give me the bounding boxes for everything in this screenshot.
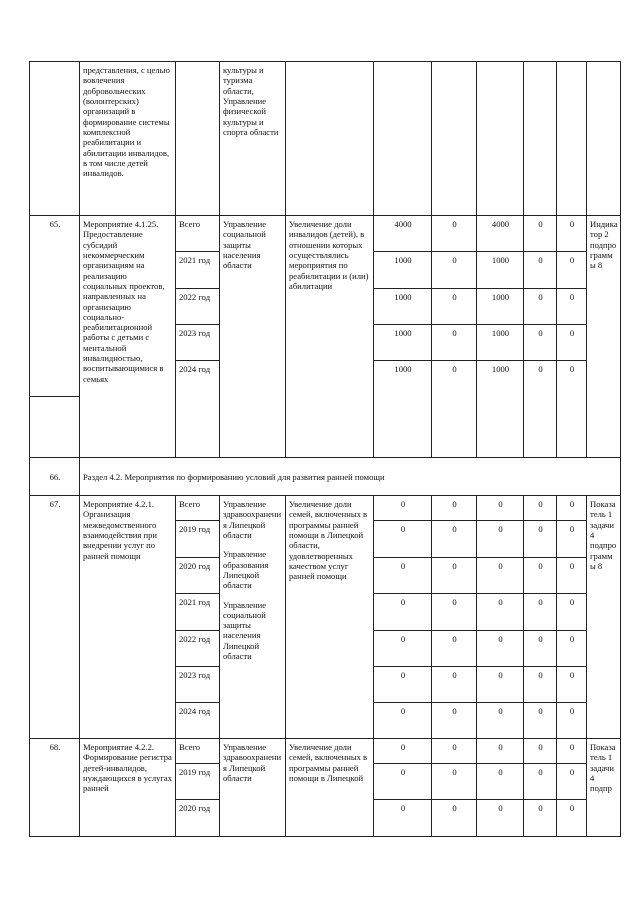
value-cell: 0 [432,521,477,558]
value-cell: 0 [557,325,587,361]
result-cell: Увеличение доли семей, включенных в программы ранней помощи в Липецкой области, удовлетворенных качеством услуг ранней помощи [286,496,374,739]
row-number: 68. [30,739,80,837]
value-cell: 0 [524,252,557,289]
value-cell: 0 [477,739,524,764]
value-cell: 0 [557,667,587,703]
value-cell: 0 [432,800,477,837]
year-cell: 2021 год [176,252,220,289]
indicator-cell: Показатель 1 задачи 4 подпрограммы 8 [587,496,621,739]
year-cell: 2024 год [176,703,220,739]
result-cell: Увеличение доли семей, включенных в программы ранней помощи в Липецкой [286,739,374,837]
value-cell: 1000 [374,325,432,361]
value-cell: 0 [477,703,524,739]
value-cell: 0 [432,764,477,800]
value-cell: 0 [557,216,587,252]
value-cell: 0 [557,289,587,325]
value-cell: 0 [477,594,524,631]
value-cell: 0 [524,496,557,521]
value-cell: 0 [432,594,477,631]
indicator-cell: Показатель 1 задачи 4 подпр [587,739,621,837]
value-cell: 1000 [374,361,432,458]
value-cell: 0 [524,594,557,631]
value-cell: 0 [557,558,587,594]
value-cell: 1000 [477,361,524,458]
value-cell: 0 [557,800,587,837]
row-number: 67. [30,496,80,739]
value-cell: 0 [557,496,587,521]
value-cell: 0 [524,739,557,764]
value-cell: 0 [432,496,477,521]
value-cell: 0 [374,558,432,594]
value-cell: 4000 [477,216,524,252]
section-title: Раздел 4.2. Мероприятия по формированию условий для развития ранней помощи [80,458,621,496]
table-row [30,216,621,252]
value-cell: 0 [524,325,557,361]
row-number: 65. [30,216,80,397]
executor-social: Управление социальной защиты населения Липецкой области [223,599,267,662]
year-cell: 2020 год [176,558,220,594]
year-cell: 2021 год [176,594,220,631]
value-cell: 0 [524,703,557,739]
value-cell: 0 [557,252,587,289]
value-cell: 0 [524,558,557,594]
measure-name-cell: Мероприятие 4.2.2. Формирование регистра детей-инвалидов, нуждающихся в услугах ранней [80,739,176,837]
result-cell: Увеличение доли инвалидов (детей), в отношении которых осуществлялись мероприятия по реабилитации и (или) абилитации [286,216,374,458]
value-cell: 0 [557,521,587,558]
executor-cell [220,496,286,739]
value-cell: 0 [374,667,432,703]
value-cell: 0 [432,325,477,361]
value-cell: 0 [524,216,557,252]
year-cell: 2022 год [176,631,220,667]
executor-health: Управление здравоохранения Липецкой области [223,499,282,540]
year-cell: 2024 год [176,361,220,458]
year-cell: Всего [176,739,220,764]
value-cell: 0 [557,361,587,458]
value-cell: 0 [477,667,524,703]
measure-name-cell: представления, с целью вовлечения добровольческих (волонтерских) организаций в формирование системы комплексной реабилитации и абилитации инвалидов, в том числе детей инвалидов. [80,62,176,216]
value-cell: 0 [524,667,557,703]
value-cell: 0 [374,594,432,631]
value-cell: 0 [374,739,432,764]
value-cell: 0 [524,764,557,800]
value-cell: 0 [432,667,477,703]
measure-name-cell: Мероприятие 4.2.1. Организация межведомственного взаимодействия при внедрении услуг по ранней помощи [80,496,176,739]
table-row [30,62,621,216]
value-cell: 0 [374,800,432,837]
section-row [30,458,621,496]
value-cell: 0 [477,764,524,800]
value-cell: 0 [477,496,524,521]
year-cell: 2022 год [176,289,220,325]
value-cell: 1000 [374,289,432,325]
executor-cell: Управление здравоохранения Липецкой области [220,739,286,837]
table-row [30,496,621,521]
value-cell: 0 [557,764,587,800]
value-cell: 0 [432,289,477,325]
executor-cell: культуры и туризма области, Управление физической культуры и спорта области [220,62,286,216]
value-cell: 0 [557,739,587,764]
measures-table [29,61,621,837]
value-cell: 0 [477,800,524,837]
value-cell: 0 [374,764,432,800]
value-cell: 1000 [477,252,524,289]
indicator-cell: Индикатор 2 подпрограммы 8 [587,216,621,458]
executor-cell: Управление социальной защиты населения области [220,216,286,458]
year-cell: 2023 год [176,325,220,361]
value-cell: 0 [374,521,432,558]
value-cell: 0 [477,521,524,558]
value-cell: 1000 [477,289,524,325]
year-cell: 2020 год [176,800,220,837]
value-cell: 1000 [374,252,432,289]
measure-name-cell: Мероприятие 4.1.25. Предоставление субсидий некоммерческим организациям на реализацию социальных проектов, направленных на организацию социально-реабилитационной работы с детьми с ментальной инвалидностью, воспитывающимися в семьях [80,216,176,458]
value-cell: 0 [557,631,587,667]
value-cell: 0 [557,594,587,631]
value-cell: 0 [432,252,477,289]
value-cell: 0 [432,558,477,594]
executor-education: Управление образования Липецкой области [223,549,269,591]
year-cell: 2019 год [176,764,220,800]
value-cell: 0 [432,703,477,739]
value-cell: 0 [557,703,587,739]
value-cell: 0 [524,800,557,837]
table-row [30,739,621,764]
value-cell: 4000 [374,216,432,252]
value-cell: 0 [432,739,477,764]
year-cell: Всего [176,496,220,521]
value-cell: 0 [374,631,432,667]
value-cell: 0 [477,558,524,594]
value-cell: 0 [477,631,524,667]
value-cell: 0 [524,631,557,667]
value-cell: 0 [432,216,477,252]
value-cell: 0 [524,521,557,558]
year-cell: 2023 год [176,667,220,703]
value-cell: 0 [432,631,477,667]
value-cell: 0 [524,361,557,458]
value-cell: 0 [524,289,557,325]
year-cell: 2019 год [176,521,220,558]
value-cell: 1000 [477,325,524,361]
value-cell: 0 [374,703,432,739]
value-cell: 0 [432,361,477,458]
value-cell: 0 [374,496,432,521]
row-number: 66. [30,458,80,496]
year-cell: Всего [176,216,220,252]
